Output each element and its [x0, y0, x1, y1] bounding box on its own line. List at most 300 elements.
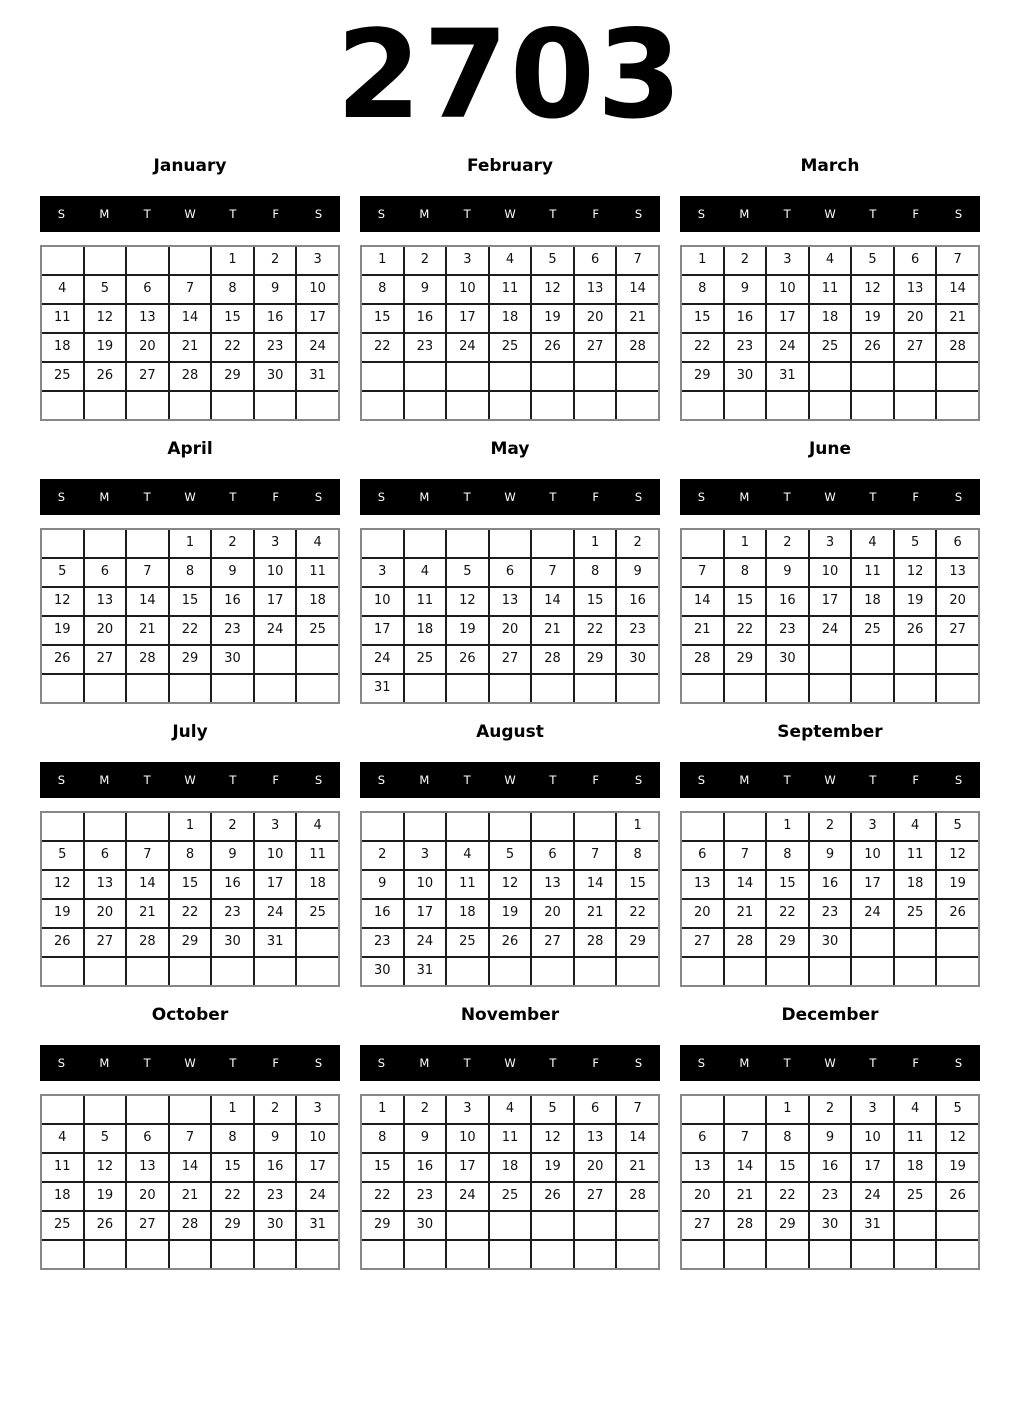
- empty-day-cell: [681, 812, 724, 841]
- empty-day-cell: [681, 391, 724, 420]
- week-row: [41, 1182, 339, 1211]
- weekday-letter: F: [912, 773, 920, 787]
- day-cell: 18: [446, 899, 489, 928]
- day-cell: 29: [361, 1211, 404, 1240]
- empty-day-cell: [724, 1095, 767, 1124]
- week-row: [681, 899, 979, 928]
- day-cell: 16: [254, 1153, 297, 1182]
- day-cell: 27: [126, 362, 169, 391]
- day-cell: 1: [211, 246, 254, 275]
- weekday-letter: M: [739, 773, 750, 787]
- day-cell: 17: [361, 616, 404, 645]
- day-cell: 12: [531, 275, 574, 304]
- day-cell: 14: [126, 587, 169, 616]
- weekday-letter: S: [314, 773, 323, 787]
- day-cell: 10: [809, 558, 852, 587]
- day-cell: 6: [489, 558, 532, 587]
- day-cell: 26: [41, 928, 84, 957]
- weekday-letter: S: [57, 773, 66, 787]
- day-cell: 1: [766, 1095, 809, 1124]
- empty-day-cell: [126, 957, 169, 986]
- month-title: December: [781, 1005, 879, 1025]
- empty-day-cell: [766, 674, 809, 703]
- day-cell: 13: [574, 275, 617, 304]
- day-cell: 24: [851, 1182, 894, 1211]
- day-cell: 18: [489, 1153, 532, 1182]
- week-row: [41, 645, 339, 674]
- weekday-letter: T: [229, 773, 237, 787]
- day-cell: 23: [211, 616, 254, 645]
- day-cell: 22: [766, 899, 809, 928]
- empty-day-cell: [724, 674, 767, 703]
- day-cell: 8: [766, 841, 809, 870]
- day-cell: 27: [84, 645, 127, 674]
- day-cell: 16: [766, 587, 809, 616]
- day-cell: 14: [616, 275, 659, 304]
- day-cell: 23: [404, 333, 447, 362]
- day-cell: 13: [681, 870, 724, 899]
- weekday-letter: T: [463, 490, 471, 504]
- weekday-letter: W: [184, 773, 196, 787]
- day-cell: 2: [616, 529, 659, 558]
- day-cell: 2: [809, 1095, 852, 1124]
- weekday-letter: S: [377, 207, 386, 221]
- day-cell: 6: [84, 558, 127, 587]
- week-row: [41, 812, 339, 841]
- day-cell: 15: [361, 1153, 404, 1182]
- month-title: July: [172, 722, 208, 742]
- weekday-letter: S: [697, 490, 706, 504]
- month-block: [680, 439, 980, 704]
- week-row: [41, 558, 339, 587]
- day-cell: 6: [531, 841, 574, 870]
- day-cell: 20: [489, 616, 532, 645]
- empty-day-cell: [446, 674, 489, 703]
- day-cell: 12: [41, 870, 84, 899]
- day-cell: 27: [681, 1211, 724, 1240]
- empty-day-cell: [169, 391, 212, 420]
- day-cell: 23: [766, 616, 809, 645]
- week-row: [681, 674, 979, 703]
- day-cell: 16: [211, 870, 254, 899]
- empty-day-cell: [84, 1240, 127, 1269]
- week-row: [361, 674, 659, 703]
- month-block: [680, 722, 980, 987]
- week-row: [361, 558, 659, 587]
- day-cell: 21: [681, 616, 724, 645]
- day-cell: 21: [574, 899, 617, 928]
- empty-day-cell: [574, 812, 617, 841]
- weekday-letter: T: [143, 207, 151, 221]
- week-row: [681, 1095, 979, 1124]
- day-cell: 19: [84, 333, 127, 362]
- day-cell: 5: [489, 841, 532, 870]
- weekday-letter: T: [549, 207, 557, 221]
- day-cell: 23: [616, 616, 659, 645]
- empty-day-cell: [766, 1240, 809, 1269]
- day-cell: 6: [126, 1124, 169, 1153]
- week-row: [681, 304, 979, 333]
- day-cell: 26: [531, 1182, 574, 1211]
- day-cell: 17: [446, 304, 489, 333]
- week-row: [681, 870, 979, 899]
- day-cell: 8: [211, 275, 254, 304]
- day-cell: 22: [169, 616, 212, 645]
- day-cell: 8: [211, 1124, 254, 1153]
- week-row: [361, 957, 659, 986]
- empty-day-cell: [404, 674, 447, 703]
- day-cell: 21: [616, 1153, 659, 1182]
- week-row: [681, 246, 979, 275]
- weekday-letter: T: [869, 1056, 877, 1070]
- day-cell: 22: [616, 899, 659, 928]
- day-cell: 28: [616, 1182, 659, 1211]
- weekday-letter: T: [143, 490, 151, 504]
- day-cell: 25: [41, 362, 84, 391]
- day-cell: 20: [894, 304, 937, 333]
- month-title: September: [777, 722, 883, 742]
- day-cell: 27: [126, 1211, 169, 1240]
- day-cell: 26: [851, 333, 894, 362]
- weekday-letter: W: [824, 207, 836, 221]
- weekday-letter: S: [57, 490, 66, 504]
- month-grid: [680, 1094, 980, 1270]
- empty-day-cell: [361, 391, 404, 420]
- day-cell: 30: [809, 1211, 852, 1240]
- weekday-letter: T: [229, 490, 237, 504]
- empty-day-cell: [84, 1095, 127, 1124]
- month-grid: [360, 528, 660, 704]
- week-row: [41, 587, 339, 616]
- empty-day-cell: [851, 957, 894, 986]
- empty-day-cell: [446, 391, 489, 420]
- day-cell: 17: [766, 304, 809, 333]
- day-cell: 5: [84, 275, 127, 304]
- day-cell: 7: [126, 841, 169, 870]
- day-cell: 3: [851, 1095, 894, 1124]
- empty-day-cell: [574, 362, 617, 391]
- day-cell: 16: [809, 870, 852, 899]
- day-cell: 29: [681, 362, 724, 391]
- day-cell: 11: [489, 1124, 532, 1153]
- month-title: March: [800, 156, 860, 176]
- week-row: [41, 616, 339, 645]
- empty-day-cell: [809, 391, 852, 420]
- month-title: April: [167, 439, 213, 459]
- week-row: [41, 1095, 339, 1124]
- day-cell: 6: [574, 246, 617, 275]
- empty-day-cell: [446, 812, 489, 841]
- day-cell: 5: [936, 812, 979, 841]
- empty-day-cell: [169, 1240, 212, 1269]
- week-row: [41, 1240, 339, 1269]
- month-grid: [680, 528, 980, 704]
- day-cell: 8: [169, 841, 212, 870]
- weekday-letter: W: [184, 490, 196, 504]
- weekday-letter: F: [592, 773, 600, 787]
- day-cell: 1: [169, 812, 212, 841]
- day-cell: 11: [851, 558, 894, 587]
- empty-day-cell: [531, 1211, 574, 1240]
- day-cell: 10: [446, 1124, 489, 1153]
- day-cell: 28: [936, 333, 979, 362]
- empty-day-cell: [936, 645, 979, 674]
- day-cell: 21: [531, 616, 574, 645]
- empty-day-cell: [296, 928, 339, 957]
- weekday-letter: M: [99, 1056, 110, 1070]
- day-cell: 24: [851, 899, 894, 928]
- day-cell: 21: [616, 304, 659, 333]
- day-cell: 27: [489, 645, 532, 674]
- empty-day-cell: [41, 674, 84, 703]
- empty-day-cell: [681, 957, 724, 986]
- day-cell: 30: [766, 645, 809, 674]
- week-row: [361, 1124, 659, 1153]
- day-cell: 7: [936, 246, 979, 275]
- day-cell: 7: [724, 1124, 767, 1153]
- month-title: January: [153, 156, 227, 176]
- day-cell: 4: [809, 246, 852, 275]
- weekday-letter: F: [272, 490, 280, 504]
- weekday-letter: M: [99, 490, 110, 504]
- day-cell: 10: [446, 275, 489, 304]
- day-cell: 10: [851, 841, 894, 870]
- empty-day-cell: [531, 1240, 574, 1269]
- month-block: [40, 722, 340, 987]
- weekday-letter: W: [184, 207, 196, 221]
- day-cell: 16: [361, 899, 404, 928]
- weekday-header: [360, 1045, 660, 1081]
- week-row: [41, 1211, 339, 1240]
- weekday-letter: S: [954, 773, 963, 787]
- weekday-header: [360, 762, 660, 798]
- day-cell: 29: [724, 645, 767, 674]
- weekday-letter: W: [504, 773, 516, 787]
- day-cell: 3: [296, 1095, 339, 1124]
- day-cell: 16: [404, 1153, 447, 1182]
- empty-day-cell: [296, 391, 339, 420]
- day-cell: 28: [724, 1211, 767, 1240]
- day-cell: 25: [296, 616, 339, 645]
- day-cell: 17: [296, 304, 339, 333]
- week-row: [41, 246, 339, 275]
- day-cell: 23: [809, 899, 852, 928]
- day-cell: 3: [254, 812, 297, 841]
- weekday-letter: W: [504, 207, 516, 221]
- day-cell: 30: [254, 1211, 297, 1240]
- day-cell: 24: [766, 333, 809, 362]
- day-cell: 28: [531, 645, 574, 674]
- day-cell: 31: [296, 1211, 339, 1240]
- empty-day-cell: [894, 391, 937, 420]
- empty-day-cell: [574, 391, 617, 420]
- day-cell: 1: [681, 246, 724, 275]
- day-cell: 19: [531, 1153, 574, 1182]
- empty-day-cell: [574, 957, 617, 986]
- day-cell: 5: [936, 1095, 979, 1124]
- empty-day-cell: [41, 1095, 84, 1124]
- empty-day-cell: [724, 957, 767, 986]
- day-cell: 3: [254, 529, 297, 558]
- day-cell: 1: [766, 812, 809, 841]
- day-cell: 20: [681, 899, 724, 928]
- week-row: [41, 362, 339, 391]
- day-cell: 27: [574, 1182, 617, 1211]
- day-cell: 26: [531, 333, 574, 362]
- empty-day-cell: [894, 362, 937, 391]
- day-cell: 25: [404, 645, 447, 674]
- weekday-letter: M: [739, 207, 750, 221]
- empty-day-cell: [681, 1240, 724, 1269]
- day-cell: 13: [936, 558, 979, 587]
- day-cell: 16: [254, 304, 297, 333]
- day-cell: 20: [574, 304, 617, 333]
- day-cell: 7: [616, 1095, 659, 1124]
- day-cell: 23: [211, 899, 254, 928]
- week-row: [361, 1153, 659, 1182]
- day-cell: 13: [84, 587, 127, 616]
- day-cell: 12: [41, 587, 84, 616]
- months-grid: [40, 156, 980, 1270]
- empty-day-cell: [404, 812, 447, 841]
- week-row: [41, 674, 339, 703]
- day-cell: 22: [211, 1182, 254, 1211]
- week-row: [681, 645, 979, 674]
- day-cell: 20: [574, 1153, 617, 1182]
- day-cell: 18: [809, 304, 852, 333]
- day-cell: 21: [724, 1182, 767, 1211]
- week-row: [41, 957, 339, 986]
- day-cell: 6: [574, 1095, 617, 1124]
- empty-day-cell: [126, 1095, 169, 1124]
- day-cell: 17: [809, 587, 852, 616]
- day-cell: 1: [616, 812, 659, 841]
- day-cell: 23: [809, 1182, 852, 1211]
- day-cell: 23: [724, 333, 767, 362]
- day-cell: 4: [296, 812, 339, 841]
- week-row: [41, 841, 339, 870]
- month-grid: [360, 245, 660, 421]
- empty-day-cell: [41, 812, 84, 841]
- day-cell: 14: [126, 870, 169, 899]
- month-block: [360, 439, 660, 704]
- day-cell: 14: [574, 870, 617, 899]
- day-cell: 10: [361, 587, 404, 616]
- empty-day-cell: [126, 529, 169, 558]
- empty-day-cell: [169, 957, 212, 986]
- day-cell: 26: [489, 928, 532, 957]
- day-cell: 27: [84, 928, 127, 957]
- empty-day-cell: [126, 246, 169, 275]
- empty-day-cell: [404, 391, 447, 420]
- empty-day-cell: [254, 957, 297, 986]
- day-cell: 13: [894, 275, 937, 304]
- day-cell: 30: [254, 362, 297, 391]
- empty-day-cell: [809, 1240, 852, 1269]
- day-cell: 14: [681, 587, 724, 616]
- day-cell: 15: [169, 870, 212, 899]
- weekday-letter: M: [99, 773, 110, 787]
- empty-day-cell: [84, 812, 127, 841]
- weekday-letter: F: [592, 1056, 600, 1070]
- week-row: [681, 529, 979, 558]
- day-cell: 27: [574, 333, 617, 362]
- day-cell: 16: [809, 1153, 852, 1182]
- empty-day-cell: [894, 1240, 937, 1269]
- empty-day-cell: [574, 1211, 617, 1240]
- weekday-letter: T: [549, 490, 557, 504]
- day-cell: 24: [361, 645, 404, 674]
- day-cell: 20: [936, 587, 979, 616]
- day-cell: 12: [936, 1124, 979, 1153]
- empty-day-cell: [489, 1240, 532, 1269]
- day-cell: 11: [894, 841, 937, 870]
- day-cell: 11: [296, 841, 339, 870]
- weekday-letter: S: [634, 1056, 643, 1070]
- day-cell: 22: [361, 1182, 404, 1211]
- day-cell: 25: [851, 616, 894, 645]
- empty-day-cell: [84, 957, 127, 986]
- week-row: [681, 587, 979, 616]
- empty-day-cell: [489, 812, 532, 841]
- day-cell: 3: [446, 246, 489, 275]
- day-cell: 14: [616, 1124, 659, 1153]
- month-grid: [360, 1094, 660, 1270]
- weekday-letter: M: [419, 490, 430, 504]
- day-cell: 20: [531, 899, 574, 928]
- day-cell: 19: [41, 899, 84, 928]
- day-cell: 25: [296, 899, 339, 928]
- day-cell: 2: [361, 841, 404, 870]
- day-cell: 9: [211, 841, 254, 870]
- month-block: [40, 439, 340, 704]
- week-row: [361, 304, 659, 333]
- empty-day-cell: [616, 1211, 659, 1240]
- week-row: [681, 1124, 979, 1153]
- month-grid: [40, 245, 340, 421]
- weekday-letter: S: [697, 773, 706, 787]
- day-cell: 28: [616, 333, 659, 362]
- weekday-letter: F: [912, 490, 920, 504]
- weekday-header: [360, 196, 660, 232]
- day-cell: 8: [724, 558, 767, 587]
- day-cell: 8: [361, 1124, 404, 1153]
- week-row: [361, 870, 659, 899]
- day-cell: 18: [851, 587, 894, 616]
- day-cell: 2: [254, 246, 297, 275]
- day-cell: 12: [446, 587, 489, 616]
- day-cell: 9: [404, 1124, 447, 1153]
- day-cell: 30: [724, 362, 767, 391]
- weekday-letter: S: [314, 1056, 323, 1070]
- empty-day-cell: [851, 674, 894, 703]
- day-cell: 2: [211, 812, 254, 841]
- day-cell: 4: [404, 558, 447, 587]
- day-cell: 28: [724, 928, 767, 957]
- month-block: [40, 156, 340, 421]
- day-cell: 11: [404, 587, 447, 616]
- empty-day-cell: [84, 529, 127, 558]
- empty-day-cell: [361, 362, 404, 391]
- weekday-letter: T: [783, 490, 791, 504]
- month-block: [360, 722, 660, 987]
- day-cell: 13: [489, 587, 532, 616]
- weekday-letter: S: [634, 490, 643, 504]
- day-cell: 9: [361, 870, 404, 899]
- week-row: [361, 812, 659, 841]
- day-cell: 30: [361, 957, 404, 986]
- day-cell: 10: [254, 841, 297, 870]
